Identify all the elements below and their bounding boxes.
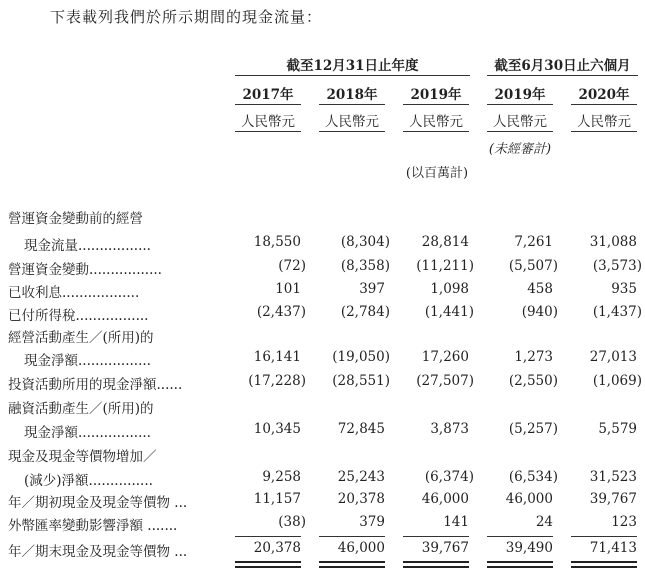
row-value: 7,261	[514, 234, 553, 250]
row-value: 379	[359, 514, 385, 530]
row-value: 397	[359, 281, 385, 297]
row-value: (8,304)	[340, 234, 390, 250]
table-row	[8, 258, 640, 280]
year-header: 2019年	[494, 87, 546, 103]
row-value: 24	[535, 514, 553, 530]
row-value: 28,814	[421, 234, 469, 250]
row-value: 39,767	[589, 491, 637, 507]
subtotal-line	[319, 536, 385, 537]
row-value: 101	[275, 281, 301, 297]
row-value: (940)	[521, 304, 558, 320]
table-row	[8, 491, 640, 513]
row-value: (5,507)	[508, 258, 558, 274]
intro-text: 下表載列我們於所示期間的現金流量：	[50, 8, 323, 26]
row-value: (2,784)	[340, 304, 390, 320]
row-label: 投資活動所用的現金淨額......	[8, 377, 183, 393]
row-value: 123	[611, 514, 637, 530]
row-value: (5,257)	[508, 421, 558, 437]
total-double-line	[235, 561, 301, 568]
row-value: (38)	[278, 514, 306, 530]
divider	[235, 131, 301, 132]
table-row	[8, 304, 640, 326]
divider	[319, 131, 385, 132]
subtotal-line	[235, 536, 301, 537]
row-value: (17,228)	[248, 373, 306, 389]
table-row	[8, 421, 640, 443]
table-row	[8, 469, 640, 491]
row-value: 27,013	[589, 349, 637, 365]
table-row	[8, 234, 640, 256]
divider	[571, 131, 637, 132]
divider	[235, 75, 470, 76]
row-label: 已收利息..................	[8, 285, 140, 301]
divider	[487, 104, 553, 105]
unit-note: (以百萬計)	[405, 166, 469, 181]
row-value: 72,845	[337, 421, 385, 437]
divider	[235, 104, 301, 105]
row-label: 經營活動產生／(所用)的	[8, 330, 154, 346]
header-group-sixmonth: 截至6月30日止六個月	[494, 58, 631, 74]
row-value: 458	[527, 281, 553, 297]
total-double-line	[403, 561, 469, 568]
row-label: 已付所得稅.................	[8, 308, 149, 324]
divider	[403, 104, 469, 105]
table-row	[8, 397, 640, 419]
row-value: (2,437)	[256, 304, 306, 320]
row-label: (減少)淨額...............	[24, 473, 153, 489]
year-header: 2019年	[410, 87, 462, 103]
row-value: (28,551)	[332, 373, 390, 389]
subtotal-line	[403, 536, 469, 537]
row-value: 20,378	[253, 540, 301, 556]
row-value: (8,358)	[340, 258, 390, 274]
row-value: (1,069)	[592, 373, 642, 389]
row-value: 17,260	[421, 349, 469, 365]
row-value: (27,507)	[416, 373, 474, 389]
currency-header: 人民幣元	[325, 114, 379, 130]
row-label: 融資活動產生／(所用)的	[8, 401, 154, 417]
row-value: 9,258	[262, 469, 301, 485]
row-value: (72)	[278, 258, 306, 274]
row-value: 16,141	[253, 349, 301, 365]
table-row	[8, 207, 640, 229]
row-value: 1,273	[514, 349, 553, 365]
divider	[487, 75, 638, 76]
table-row	[8, 445, 640, 467]
row-label: 現金淨額.................	[24, 353, 151, 369]
divider	[319, 104, 385, 105]
currency-header: 人民幣元	[409, 114, 463, 130]
divider	[487, 131, 553, 132]
row-value: 25,243	[337, 469, 385, 485]
row-value: (1,441)	[424, 304, 474, 320]
row-value: 46,000	[505, 491, 553, 507]
subtotal-line	[487, 536, 553, 537]
table-row	[8, 540, 640, 562]
row-value: 31,088	[589, 234, 637, 250]
row-value: (19,050)	[332, 349, 390, 365]
row-value: 46,000	[421, 491, 469, 507]
table-row	[8, 326, 640, 348]
year-header: 2020年	[578, 87, 630, 103]
row-value: (6,374)	[424, 469, 474, 485]
header-group-year: 截至12月31日止年度	[286, 58, 419, 74]
row-value: (3,573)	[592, 258, 642, 274]
row-label: 年／期初現金及現金等價物 ...	[8, 495, 188, 511]
row-value: 3,873	[430, 421, 469, 437]
row-value: 71,413	[589, 540, 637, 556]
unaudited-note: (未經審計)	[488, 142, 552, 157]
row-value: 141	[443, 514, 469, 530]
table-row	[8, 514, 640, 536]
table-row	[8, 349, 640, 371]
row-label: 現金及現金等價物增加／	[8, 449, 157, 465]
row-value: 10,345	[253, 421, 301, 437]
table-row	[8, 373, 640, 395]
year-header: 2017年	[242, 87, 294, 103]
row-value: 18,550	[253, 234, 301, 250]
currency-header: 人民幣元	[241, 114, 295, 130]
row-value: 39,767	[421, 540, 469, 556]
row-value: 39,490	[505, 540, 553, 556]
row-value: (11,211)	[416, 258, 474, 274]
row-value: 20,378	[337, 491, 385, 507]
row-label: 現金流量.................	[24, 238, 151, 254]
currency-header: 人民幣元	[493, 114, 547, 130]
total-double-line	[487, 561, 553, 568]
row-label: 營運資金變動.................	[8, 262, 162, 278]
divider	[571, 104, 637, 105]
row-label: 年／期末現金及現金等價物 ...	[8, 544, 188, 560]
divider	[403, 131, 469, 132]
row-value: (6,534)	[508, 469, 558, 485]
row-label: 現金淨額.................	[24, 425, 151, 441]
subtotal-line	[571, 536, 637, 537]
currency-header: 人民幣元	[577, 114, 631, 130]
row-value: (1,437)	[592, 304, 642, 320]
row-label: 營運資金變動前的經營	[8, 211, 143, 227]
row-value: 5,579	[598, 421, 637, 437]
row-value: 1,098	[430, 281, 469, 297]
row-value: 31,523	[589, 469, 637, 485]
row-label: 外幣匯率變動影響淨額 .......	[8, 518, 178, 534]
row-value: 935	[611, 281, 637, 297]
row-value: (2,550)	[508, 373, 558, 389]
total-double-line	[319, 561, 385, 568]
year-header: 2018年	[326, 87, 378, 103]
total-double-line	[571, 561, 637, 568]
row-value: 11,157	[253, 491, 301, 507]
table-row	[8, 281, 640, 303]
row-value: 46,000	[337, 540, 385, 556]
